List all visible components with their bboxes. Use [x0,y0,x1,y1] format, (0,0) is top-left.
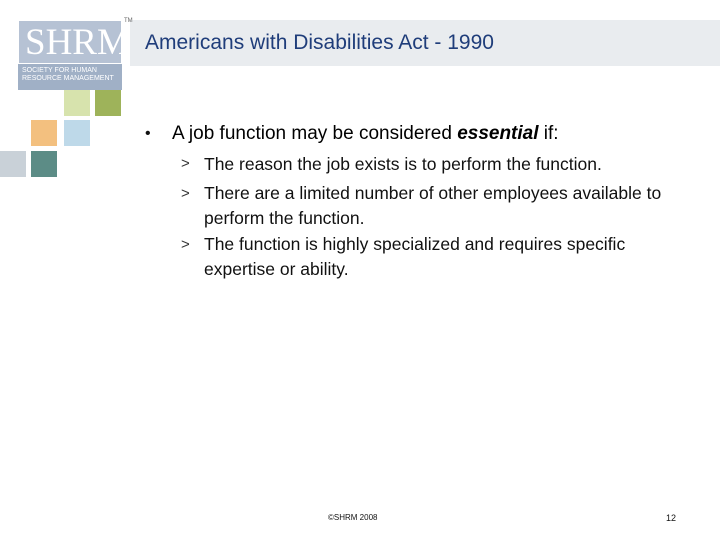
slide-title: Americans with Disabilities Act - 1990 [145,31,494,54]
logo-wordmark: SHRM [25,22,130,63]
sub-bullet-marker: > [181,236,190,253]
logo-trademark: TM [124,18,133,24]
bullet-emphasis: essential [457,123,539,144]
main-bullet [172,123,559,145]
logo-subtitle: SOCIETY FOR HUMAN RESOURCE MANAGEMENT [22,67,114,82]
sub-bullet-item: There are a limited number of other employees available to perform the function. [204,183,662,228]
footer-copyright: ©SHRM 2008 [328,513,378,522]
sub-bullet-marker: > [181,185,190,202]
bullet-suffix: if: [538,123,559,144]
sub-bullet-item: The function is highly specialized and requires specific expertise or ability. [204,234,626,279]
bullet-marker: • [145,125,151,142]
sub-bullet-marker: > [181,155,190,172]
bullet-prefix: A job function may be considered [172,123,458,144]
page-number: 12 [666,513,677,523]
sub-bullet-item: The reason the job exists is to perform the function. [204,154,602,174]
